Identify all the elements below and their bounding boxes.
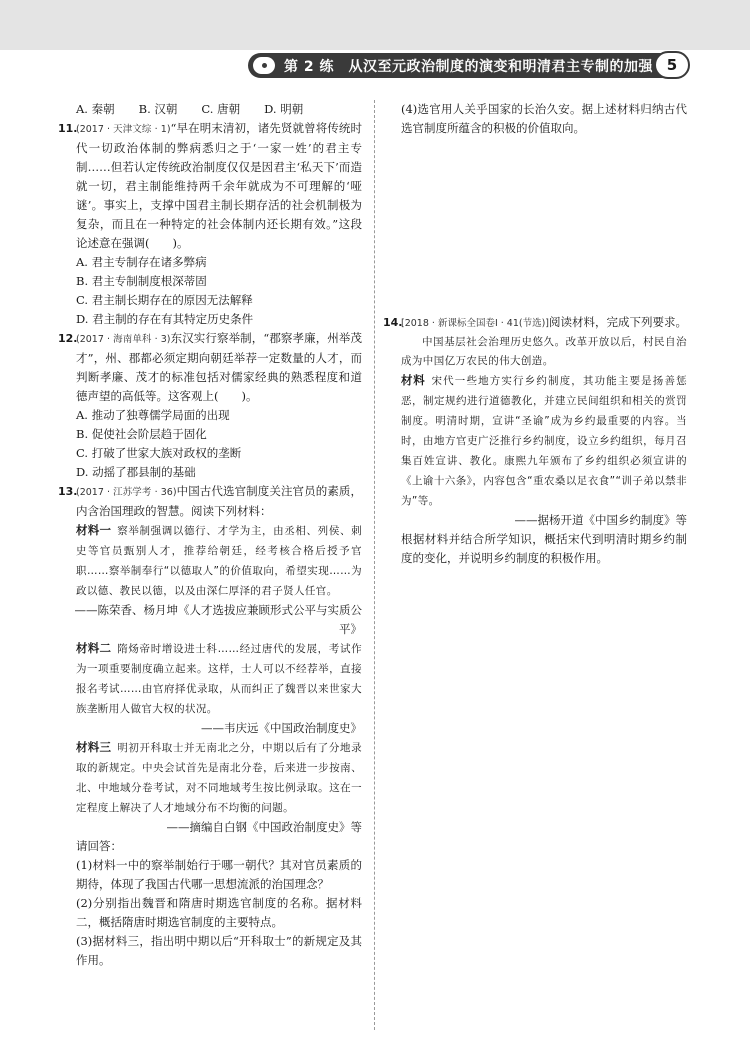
option[interactable]: D. 君主制的存在有其特定历史条件 [76,312,254,326]
material-label: 材料一 [76,523,112,537]
option[interactable]: A. 推动了独尊儒学局面的出现 [76,408,230,422]
question-number: 12. [58,332,78,345]
header-bullet-icon [253,57,275,74]
option[interactable]: C. 打破了世家大族对政权的垄断 [76,446,242,460]
column-divider [374,100,375,1030]
question-source: (2017 · 海南单科 · 3) [76,334,171,345]
question-source: (2017 · 天津文综 · 1) [76,124,171,135]
answer-prompt: 请回答： [76,839,122,853]
left-column [58,100,362,970]
page-number: 5 [654,51,690,79]
material-text: 明初开科取士并无南北之分，中期以后有了分地录取的新规定。中央会试首先是南北分卷，后来进一步按南、北、中地域分卷考试，对不同地域考生按比例录取。这在一定程度上解决了人才地域分布不均衡的问题。 [76,742,362,814]
material-text: 隋炀帝时增设进士科……经过唐代的发展，考试作为一项重要制度确立起来。这样，士人可以不经荐举，直接报名考试……由官府择优录取，从而纠正了魏晋以来世家大族垄断用人做官大权的状况。 [76,643,362,715]
question-number: 13. [58,485,78,498]
option[interactable]: B. 促使社会阶层趋于固化 [76,427,207,441]
sub-question-1: (1)材料一中的察举制始行于哪一朝代？其对官员素质的期待，体现了我国古代哪一思想流派的治国理念？ [76,858,362,891]
sub-question-4: (4)选官用人关乎国家的长治久安。据上述材料归纳古代选官制度所蕴含的积极的价值取向。 [401,102,687,135]
material [387,371,687,511]
material-citation: ——摘编自白钢《中国政治制度史》等 [166,820,362,834]
question-number: 11. [58,122,78,135]
sub-question-3: (3)据材料三，指出明中期以后“开科取士”的新规定及其作用。 [76,934,362,967]
material-citation: ——陈荣香、杨月坤《人才选拔应兼顾形式公平与实质公平》 [74,603,362,636]
q10-options [62,100,362,119]
material-label: 材料二 [76,641,112,655]
option[interactable]: D. 明朝 [264,102,304,116]
top-band [0,0,750,50]
option[interactable]: B. 君主专制制度根深蒂固 [76,274,207,288]
answer-space [387,138,687,313]
question-14 [383,313,688,333]
material-3 [62,738,362,818]
option[interactable]: A. 君主专制存在诸多弊病 [76,255,207,269]
material-citation: ——据杨开道《中国乡约制度》等 [514,513,687,527]
option[interactable]: C. 唐朝 [201,102,241,116]
option[interactable]: D. 动摇了郡县制的基础 [76,465,196,479]
chapter-title: 第 2 练 从汉至元政治制度的演变和明清君主专制的加强 [284,58,653,75]
material-text: 宋代一些地方实行乡约制度，其功能主要是扬善惩恶，制定规约进行道德教化，并建立民间组织和相关的赏罚制度。明清时期，宣讲“圣谕”成为乡约最重要的内容。当时，由地方官吏广泛推行乡约制度，设立乡约组织，每月召集百姓宣讲、教化。康熙九年颁布了乡约组织必须宣讲的《上谕十六条》，内容包含“重农桑以足衣食”“训子弟以禁非为”等。 [401,375,687,507]
question-prompt: 根据材料并结合所学知识，概括宋代到明清时期乡约制度的变化，并说明乡约制度的积极作用。 [401,532,687,565]
question-stem: 中国古代选官制度关注官员的素质，内含治国理政的智慧。阅读下列材料： [76,484,362,518]
question-12 [58,329,362,406]
material-intro: 中国基层社会治理历史悠久。改革开放以后，村民自治成为中国亿万农民的伟大创造。 [401,336,687,367]
question-stem: 阅读材料，完成下列要求。 [549,315,688,329]
question-number: 14. [383,316,403,329]
question-11 [58,119,362,253]
material-label: 材料三 [76,740,112,754]
question-stem: “早在明末清初，诸先贤就曾将传统时代一切政治体制的弊病悉归之于‘一家一姓’的君主专制……但若认定传统政治制度仅仅是因君主‘私天下’而造就一切，君主制能维持两千余年就成为不可理解的‘哑谜’。事实上，支撑中国君主制长期存活的社会机制极为复杂，而且在一种特定的社会体制内还长期有效。”这段论述意在强调( )。 [76,121,362,250]
option[interactable]: C. 君主制长期存在的原因无法解释 [76,293,253,307]
chapter-header [248,53,666,78]
sub-question-2: (2)分别指出魏晋和隋唐时期选官制度的名称。据材料二，概括隋唐时期选官制度的主要特点。 [76,896,362,929]
material-1 [62,521,362,601]
question-source: (2017 · 江苏学考 · 36) [76,487,177,498]
material-text: 察举制强调以德行、才学为主，由丞相、列侯、刺史等官员甄别人才，推荐给朝廷，经考核合格后授予官职……察举制奉行“以德取人”的价值取向，希望实现……为政以德、教民以德，以及由深仁厚泽的君子贤人任官。 [76,525,362,597]
question-stem: 东汉实行察举制，“郡察孝廉，州举茂才”，州、郡都必须定期向朝廷举荐一定数量的人才，而判断孝廉、茂才的标准包括对儒家经典的熟悉程度和道德声望的高低等。这客观上( )。 [76,331,362,403]
material-citation: ——韦庆远《中国政治制度史》 [201,721,362,735]
option[interactable]: B. 汉朝 [138,102,178,116]
option[interactable]: A. 秦朝 [76,102,115,116]
material-2 [62,639,362,719]
material-label: 材料 [401,373,426,387]
question-13 [58,482,362,521]
right-column [383,100,688,568]
question-source: [2018 · 新课标全国卷Ⅰ · 41(节选)] [401,318,550,329]
